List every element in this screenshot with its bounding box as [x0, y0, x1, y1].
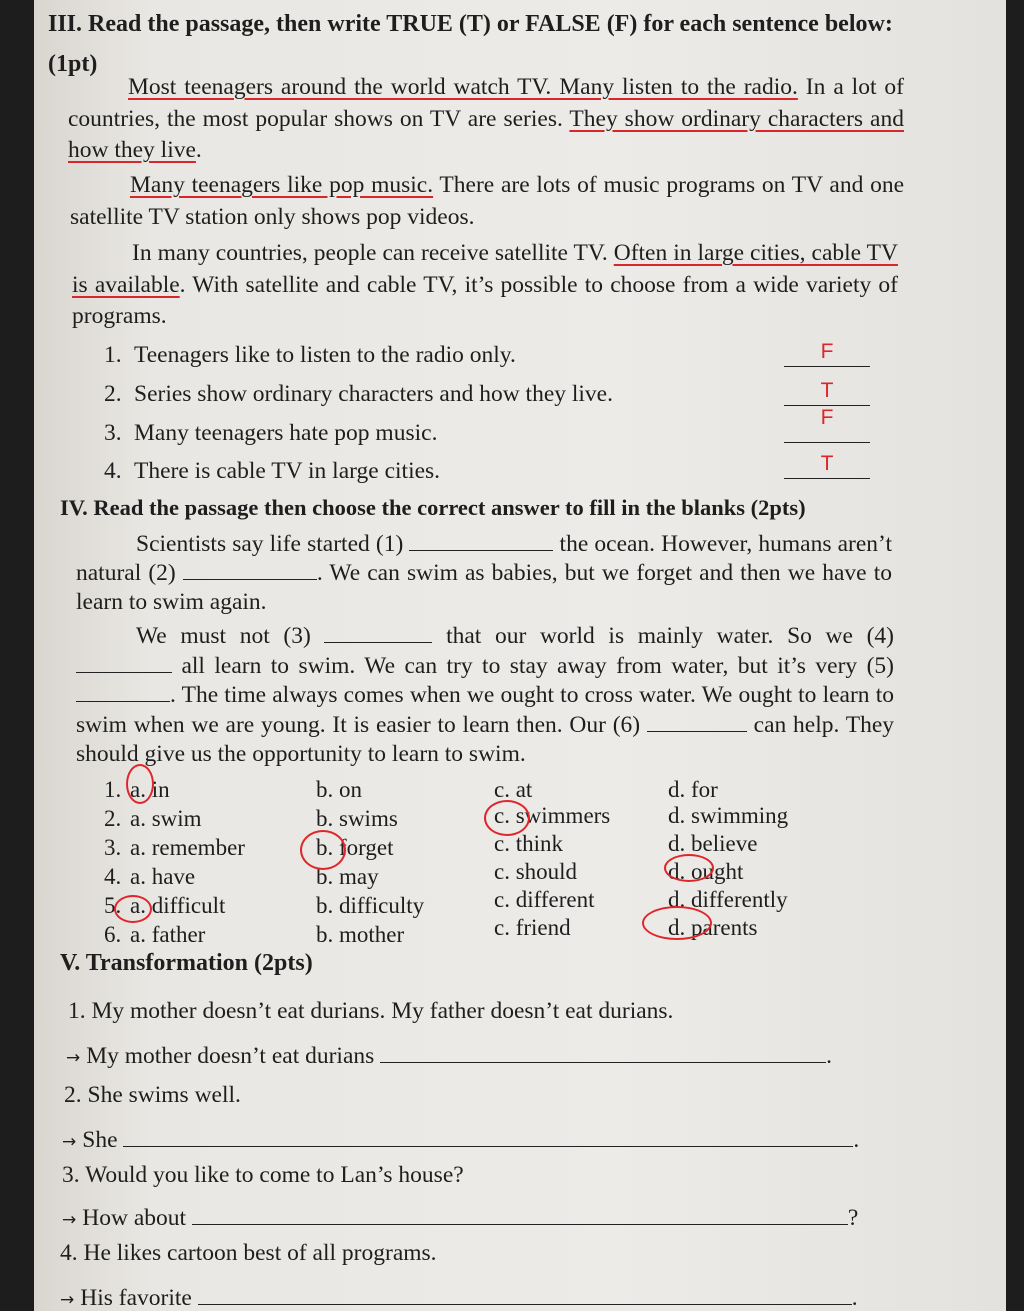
option-b[interactable]: b. forget	[316, 835, 394, 860]
option-b[interactable]: b. swims	[316, 806, 398, 831]
option-d[interactable]: d. believe	[668, 831, 758, 856]
option-d[interactable]: d. for	[668, 777, 718, 802]
option-d[interactable]: d. parents	[668, 915, 758, 940]
underlined-text: Many teenagers like pop music.	[130, 172, 434, 198]
tf-answer[interactable]: T	[784, 452, 870, 479]
section-4-paragraph-2: We must not (3) that our world is mainly water. So we (4) all learn to swim. We can try to stay away from water, but it’s very (5) . The time always comes when we ought to cross water. We ought to learn to swim when we are young. It is easier to learn then. Our (6) can help. They should give us the opportunity to learn to swim.	[76, 623, 895, 767]
option-d[interactable]: d. swimming	[668, 803, 789, 828]
tf-answer[interactable]: F	[784, 406, 870, 443]
tf-item: 1. Teenagers like to listen to the radio only. F	[104, 342, 824, 374]
section-3-paragraph-1: Most teenagers around the world watch TV. Many listen to the radio. In a lot of countries, the most popular shows on TV are series. They show ordinary characters and how they live.	[68, 74, 905, 163]
transformation-question: 3. Would you like to come to Lan’s house?	[62, 1162, 464, 1188]
option-c[interactable]: c. different	[494, 887, 595, 912]
option-a[interactable]: a. father	[130, 922, 206, 947]
option-b[interactable]: b. mother	[316, 922, 405, 947]
option-row: 6. a. father b. mother c. friend d. parents	[104, 915, 758, 947]
answer-line[interactable]	[123, 1124, 853, 1147]
option-b[interactable]: b. on	[316, 777, 362, 802]
blank-1[interactable]	[409, 530, 553, 551]
worksheet-page	[34, 0, 1006, 1311]
option-a[interactable]: a. difficult	[130, 893, 226, 918]
underlined-text: They show ordinary characters and how they live	[68, 105, 904, 163]
option-a[interactable]: a. swim	[130, 806, 202, 831]
right-arrow-icon: →	[62, 1132, 77, 1152]
transformation-answer: → How about ?	[62, 1202, 858, 1232]
tf-item: 3. Many teenagers hate pop music. F	[104, 420, 824, 452]
transformation-question: 1. My mother doesn’t eat durians. My father doesn’t eat durians.	[68, 998, 674, 1024]
option-a[interactable]: a. in	[130, 777, 170, 802]
answer-line[interactable]	[192, 1202, 848, 1225]
section-5-title: V. Transformation (2pts)	[60, 950, 313, 976]
blank-3[interactable]	[324, 622, 432, 643]
option-row: 4. a. have b. may c. should d. ought	[104, 859, 744, 889]
answer-line[interactable]	[380, 1040, 826, 1063]
right-arrow-icon: →	[62, 1210, 77, 1230]
section-4-paragraph-1: Scientists say life started (1) the ocean. However, humans aren’t natural (2) . We can swim as babies, but we forget and then we have to learn to swim again.	[76, 531, 892, 615]
section-3-title: III. Read the passage, then write TRUE (T) or FALSE (F) for each sentence below: (1pt)	[48, 11, 893, 77]
option-row: 3. a. remember b. forget c. think d. believe	[104, 831, 758, 860]
option-c[interactable]: c. think	[494, 831, 563, 856]
option-a[interactable]: a. remember	[130, 835, 245, 860]
option-row: 2. a. swim b. swims c. swimmers d. swimming	[104, 803, 789, 831]
transformation-question: 4. He likes cartoon best of all programs.	[60, 1240, 437, 1266]
transformation-answer: → My mother doesn’t eat durians .	[66, 1040, 832, 1070]
tf-item: 4. There is cable TV in large cities. T	[104, 458, 824, 490]
right-arrow-icon: →	[60, 1290, 75, 1310]
right-arrow-icon: →	[66, 1048, 81, 1068]
option-c[interactable]: c. at	[494, 777, 533, 802]
option-c[interactable]: c. swimmers	[494, 803, 611, 828]
section-3-paragraph-3: In many countries, people can receive satellite TV. Often in large cities, cable TV is available. With satellite and cable TV, it’s possible to choose from a wide variety of programs.	[72, 240, 898, 329]
blank-2[interactable]	[183, 559, 317, 580]
answer-line[interactable]	[198, 1282, 852, 1305]
option-row: 5. a. difficult b. difficulty c. different d. differently	[104, 887, 788, 918]
transformation-answer: → His favorite .	[60, 1282, 858, 1311]
underlined-text: Often in large cities, cable TV is available	[72, 240, 898, 298]
blank-4[interactable]	[76, 652, 172, 673]
section-3-paragraph-2: Many teenagers like pop music. There are lots of music programs on TV and one satellite TV station only shows pop videos.	[70, 172, 905, 230]
option-d[interactable]: d. differently	[668, 887, 788, 912]
transformation-question: 2. She swims well.	[64, 1082, 241, 1108]
blank-6[interactable]	[647, 711, 747, 732]
option-b[interactable]: b. may	[316, 864, 379, 889]
tf-item: 2. Series show ordinary characters and how they live. T	[104, 381, 824, 413]
blank-5[interactable]	[76, 681, 170, 702]
option-a[interactable]: a. have	[130, 864, 196, 889]
option-d[interactable]: d. ought	[668, 859, 744, 884]
option-b[interactable]: b. difficulty	[316, 893, 425, 918]
section-4-title: IV. Read the passage then choose the correct answer to fill in the blanks (2pts)	[60, 495, 806, 520]
option-c[interactable]: c. friend	[494, 915, 571, 940]
tf-answer[interactable]: T	[784, 379, 870, 406]
option-row: 1. a. in b. on c. at d. for	[104, 777, 718, 802]
tf-answer[interactable]: F	[784, 340, 870, 367]
option-c[interactable]: c. should	[494, 859, 578, 884]
transformation-answer: → She .	[62, 1124, 859, 1154]
underlined-text: Most teenagers around the world watch TV. Many listen to the radio.	[128, 74, 798, 100]
